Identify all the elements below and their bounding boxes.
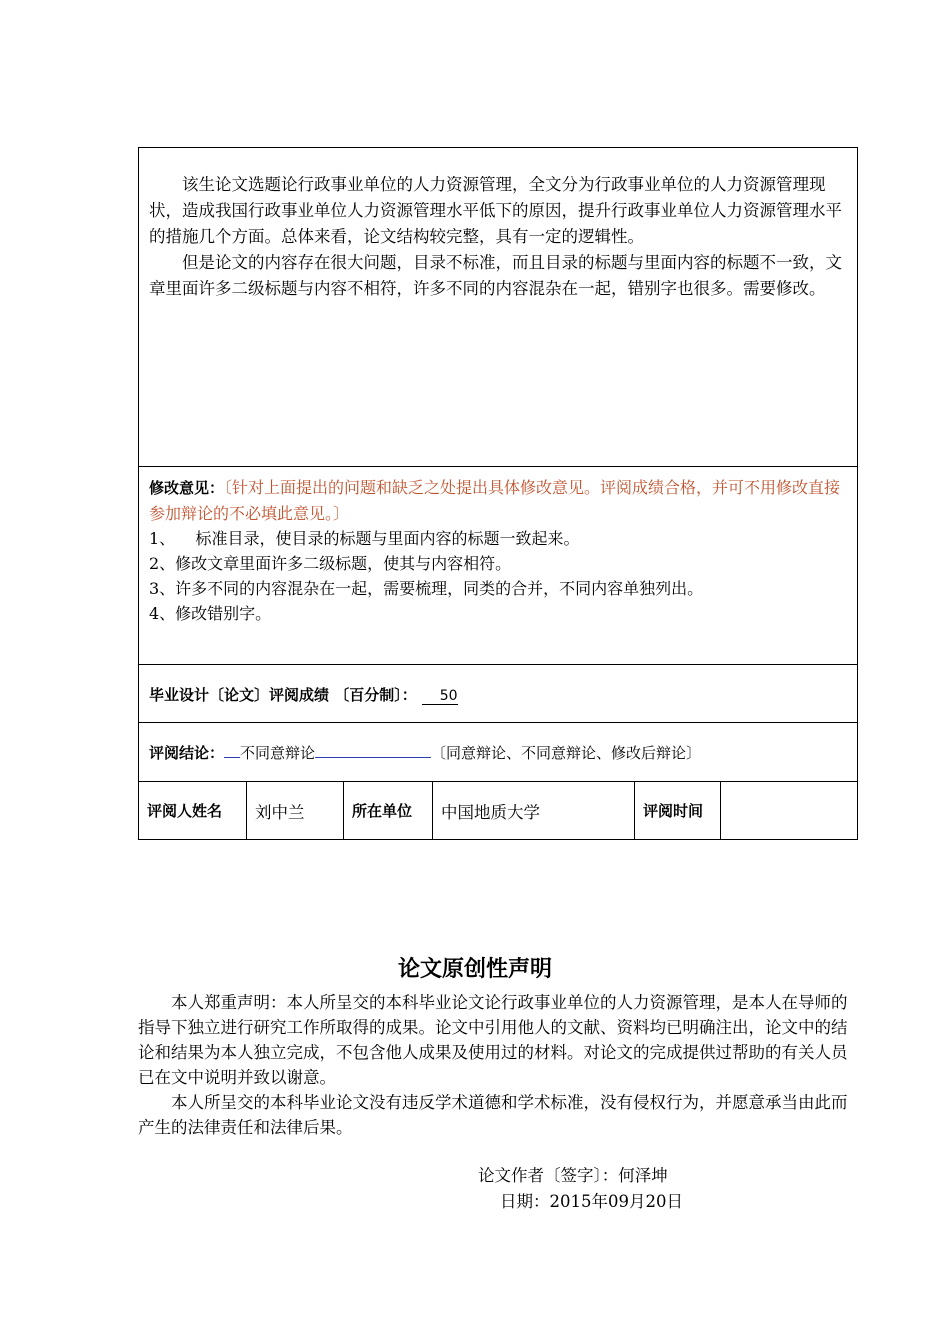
review-comments-cell: [139, 148, 857, 467]
suggestion-item: 4、修改错别字。: [149, 604, 272, 623]
score-value: 50: [422, 688, 458, 705]
suggestion-item: 1、 标准目录，使目录的标题与里面内容的标题一致起来。: [149, 529, 580, 548]
suggestions-label: 修改意见：: [149, 479, 225, 497]
suggestion-item: 3、许多不同的内容混杂在一起，需要梳理，同类的合并，不同内容单独列出。: [149, 579, 704, 598]
suggestions-cell: [139, 467, 857, 665]
comment-paragraph: 该生论文选题论行政事业单位的人力资源管理，全文分为行政事业单位的人力资源管理现状，造成我国行政事业单位人力资源管理水平低下的原因，提升行政事业单位人力资源管理水平的措施几个方面。总体来看，论文结构较完整，具有一定的逻辑性。: [149, 175, 842, 246]
declaration-title: 论文原创性声明: [397, 957, 552, 982]
conclusion-cell: [139, 723, 857, 782]
declaration-date: 日期：2015年09月20日: [500, 1192, 683, 1211]
author-signature: 论文作者〔签字〕：何泽坤: [478, 1166, 668, 1185]
score-label: 毕业设计〔论文〕评阅成绩 〔百分制〕：: [149, 686, 417, 704]
reviewer-row: [139, 782, 857, 839]
score-cell: [139, 665, 857, 723]
declaration-paragraph: 本人郑重声明：本人所呈交的本科毕业论文论行政事业单位的人力资源管理，是本人在导师的指导下独立进行研究工作所取得的成果。论文中引用他人的文献、资料均已明确注出，论文中的结论和结果为本人独立完成，不包含他人成果及使用过的材料。对论文的完成提供过帮助的有关人员已在文中说明并致以谢意。: [138, 993, 848, 1087]
reviewer-name-label: 评阅人姓名: [147, 802, 223, 820]
review-table: [138, 147, 858, 840]
conclusion-value: 不同意辩论: [240, 744, 316, 762]
review-time-label: 评阅时间: [643, 802, 704, 820]
reviewer-unit-label: 所在单位: [352, 802, 413, 820]
underline: [224, 743, 240, 758]
reviewer-name: 刘中兰: [255, 802, 305, 822]
conclusion-options: 〔同意辩论、不同意辩论、修改后辩论〕: [431, 744, 702, 762]
underline: [315, 743, 431, 758]
declaration-paragraph: 本人所呈交的本科毕业论文没有违反学术道德和学术标准，没有侵权行为，并愿意承当由此而产生的法律责任和法律后果。: [138, 1093, 848, 1137]
suggestions-hint: 〔针对上面提出的问题和缺乏之处提出具体修改意见。评阅成绩合格，并可不用修改直接参加辩论的不必填此意见。〕: [149, 478, 841, 523]
suggestion-item: 2、修改文章里面许多二级标题，使其与内容相符。: [149, 554, 512, 573]
comment-paragraph: 但是论文的内容存在很大问题，目录不标准，而且目录的标题与里面内容的标题不一致，文章里面许多二级标题与内容不相符，许多不同的内容混杂在一起，错别字也很多。需要修改。: [149, 253, 842, 298]
reviewer-unit: 中国地质大学: [441, 802, 540, 822]
declaration-body: [138, 990, 850, 1140]
conclusion-label: 评阅结论：: [149, 744, 225, 762]
